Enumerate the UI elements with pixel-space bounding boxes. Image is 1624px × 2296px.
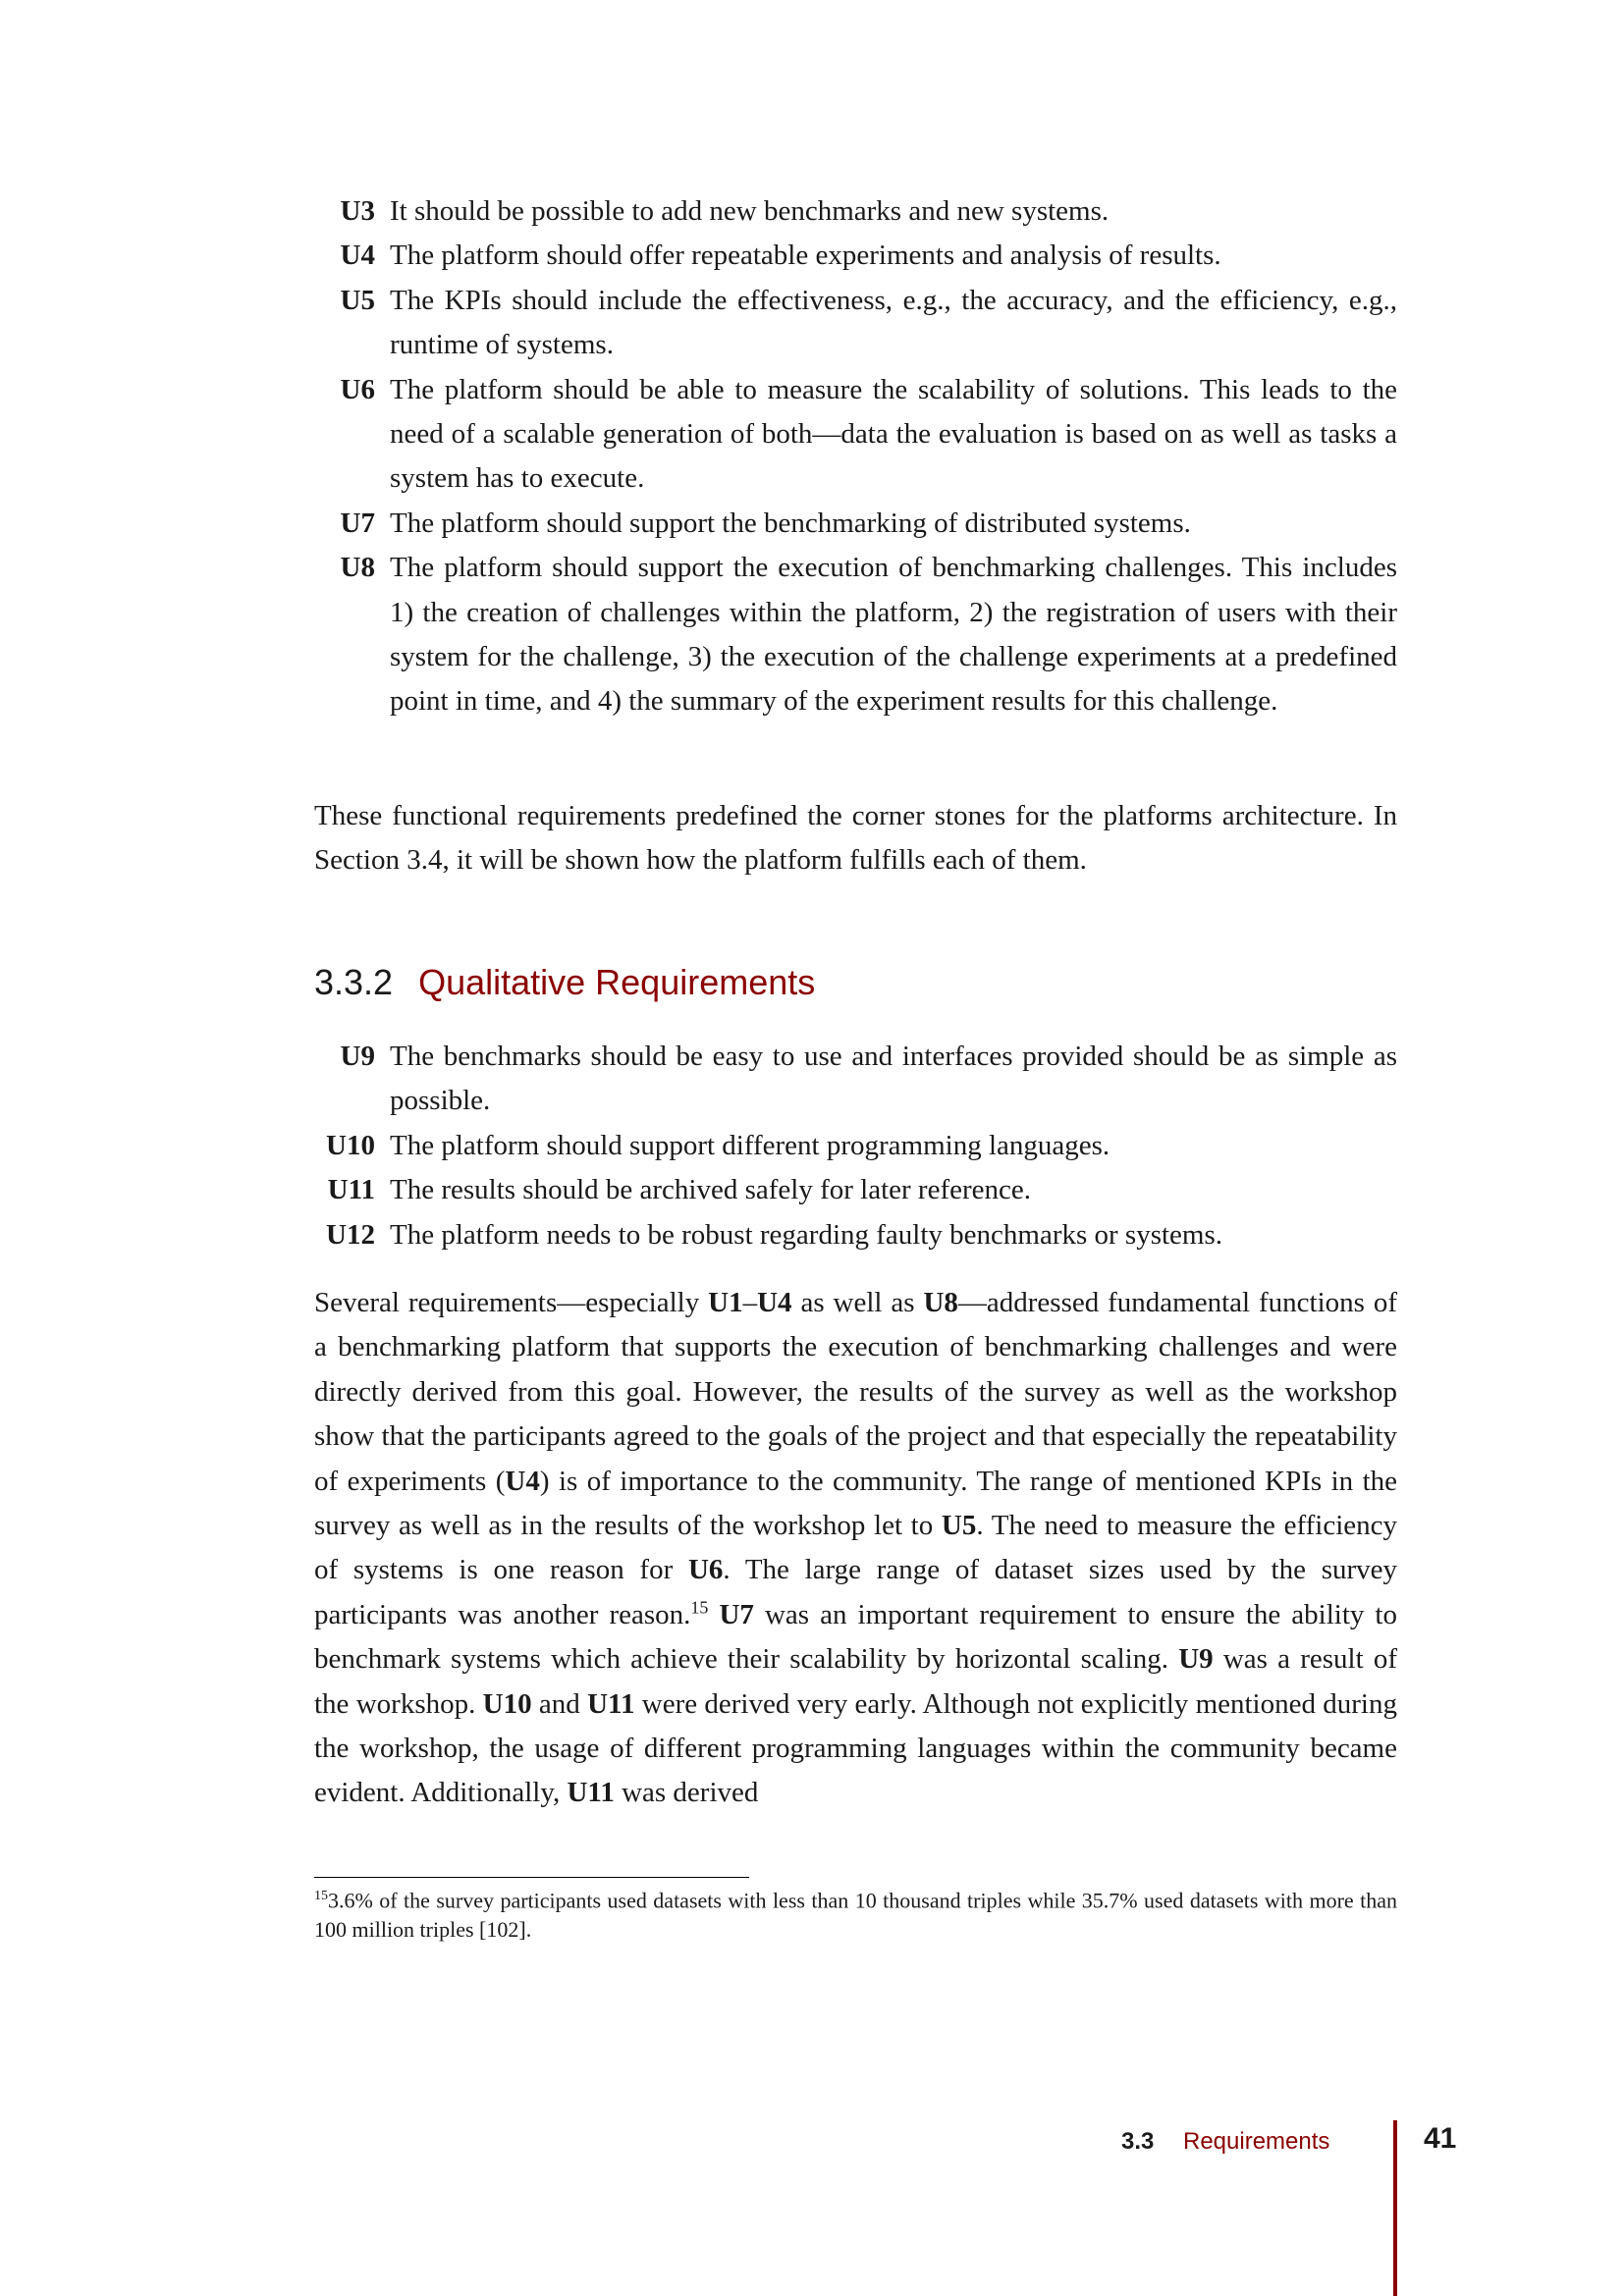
section-number: 3.3.2 <box>314 962 394 1002</box>
requirement-item <box>314 1213 1397 1257</box>
requirement-item <box>314 234 1397 278</box>
requirement-text: It should be possible to add new benchmarks and new systems. <box>390 195 1110 227</box>
text-segment <box>708 1599 719 1630</box>
footnote-marker: 15 <box>314 1889 328 1903</box>
footnote-text: 3.6% of the survey participants used datasets with less than 10 thousand triples while 35.7% used datasets with more than 100 million triples [102]. <box>314 1888 1397 1943</box>
requirement-text: The platform should support the benchmarking of distributed systems. <box>390 507 1191 539</box>
requirement-reference: U6 <box>687 1554 724 1586</box>
text-segment: . The large range of dataset sizes used by the survey participants was another reason. <box>314 1554 1398 1630</box>
text-segment: —addressed fundamental functions of a benchmarking platform that supports the execution of benchmarking challenges and were directly derived from this goal. However, the results of the survey as well as the workshop show that the participants agreed to the goals of the project and that especially the repeatability of experiments ( <box>314 1287 1398 1497</box>
requirement-item <box>314 502 1397 546</box>
section-heading <box>314 962 815 1003</box>
requirement-reference: U10 <box>482 1687 532 1720</box>
text-segment: . The need to measure the efficiency of systems is one reason for <box>314 1510 1397 1586</box>
footer-section-number: 3.3 <box>1121 2128 1155 2155</box>
footnote-divider <box>314 1877 749 1878</box>
text-segment: were derived very early. Although not explicitly mentioned during the workshop, the usage of different programming languages within the community became evident. Additionally, <box>314 1687 1397 1809</box>
requirement-id: U5 <box>340 284 375 316</box>
footer-section-title: Requirements <box>1183 2128 1330 2155</box>
requirement-id: U11 <box>327 1174 375 1206</box>
requirement-item <box>314 279 1397 368</box>
requirement-reference: U1 <box>708 1287 743 1318</box>
requirement-text: The results should be archived safely for later reference. <box>390 1174 1031 1206</box>
text-segment: Several requirements—especially <box>314 1287 709 1318</box>
requirement-id: U7 <box>340 507 375 539</box>
requirement-reference: U11 <box>587 1687 635 1720</box>
requirement-id: U3 <box>340 195 375 227</box>
requirement-text: The KPIs should include the effectiveness, e.g., the accuracy, and the efficiency, e.g., runtime of systems. <box>390 284 1397 361</box>
requirement-reference: U9 <box>1178 1643 1214 1676</box>
page-number: 41 <box>1424 2122 1457 2155</box>
requirement-id: U8 <box>340 552 375 584</box>
requirement-reference: U5 <box>941 1510 977 1542</box>
text-segment: ) is of importance to the community. The range of mentioned KPIs in the survey as well as in the results of the workshop let to <box>314 1465 1397 1542</box>
footnote <box>314 1882 1397 1945</box>
qualitative-requirements-list <box>314 1035 1397 1257</box>
paragraph-discussion <box>314 1281 1397 1816</box>
text-segment: was a result of the workshop. <box>314 1643 1397 1720</box>
functional-requirements-list <box>314 189 1397 724</box>
requirement-reference: U11 <box>567 1777 615 1809</box>
text-segment: as well as <box>791 1287 924 1318</box>
footnote-reference[interactable]: 15 <box>690 1597 709 1618</box>
requirement-id: U10 <box>326 1129 375 1161</box>
text-segment: was an important requirement to ensure the ability to benchmark systems which achieve their scalability by horizontal scaling. <box>314 1598 1397 1676</box>
footer-divider-bar <box>1393 2120 1397 2296</box>
requirement-reference: U4 <box>757 1287 792 1318</box>
requirement-text: The platform should support the execution of benchmarking challenges. This includes 1) the creation of challenges within the platform, 2) the registration of users with their system for the challenge, 3) the execution of the challenge experiments at a predefined point in time, and 4) the summary of the experiment results for this challenge. <box>390 552 1397 718</box>
requirement-text: The platform should support different programming languages. <box>390 1129 1110 1161</box>
text-segment: was derived <box>614 1777 759 1809</box>
requirement-item <box>314 546 1397 724</box>
requirement-item <box>314 1035 1397 1124</box>
requirement-item <box>314 1124 1397 1168</box>
requirement-reference: U7 <box>719 1598 754 1630</box>
requirement-item <box>314 189 1397 234</box>
text-segment: and <box>531 1687 588 1720</box>
requirement-reference: U8 <box>923 1287 958 1318</box>
requirement-id: U4 <box>340 240 375 272</box>
requirement-item <box>314 1168 1397 1212</box>
requirement-text: The platform should offer repeatable experiments and analysis of results. <box>390 240 1221 272</box>
requirement-reference: U4 <box>505 1465 540 1497</box>
paragraph-functional-summary: These functional requirements predefined the corner stones for the platforms architecture. In Section 3.4, it will be shown how the platform fulfills each of them. <box>314 800 1397 877</box>
section-title: Qualitative Requirements <box>418 962 816 1002</box>
requirement-text: The platform should be able to measure the scalability of solutions. This leads to the need of a scalable generation of both—data the evaluation is based on as well as tasks a system has to execute. <box>390 373 1397 495</box>
requirement-item <box>314 368 1397 502</box>
requirement-text: The benchmarks should be easy to use and interfaces provided should be as simple as possible. <box>390 1041 1397 1117</box>
requirement-id: U12 <box>326 1218 375 1251</box>
requirement-id: U6 <box>340 373 375 405</box>
requirement-text: The platform needs to be robust regarding faulty benchmarks or systems. <box>390 1218 1223 1251</box>
text-segment: – <box>742 1287 758 1318</box>
requirement-id: U9 <box>340 1041 375 1072</box>
